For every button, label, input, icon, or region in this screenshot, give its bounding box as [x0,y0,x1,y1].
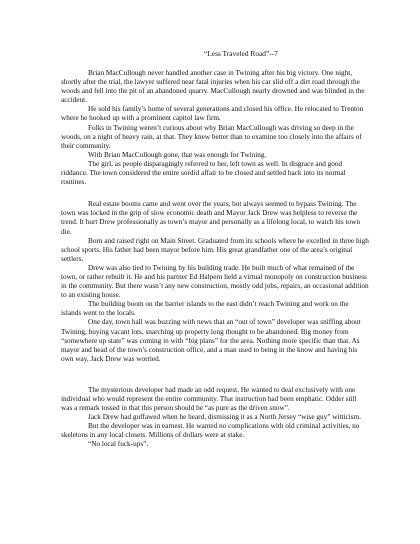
running-header: “Less Traveled Road”--7 [204,49,278,58]
paragraph: He sold his family’s home of several generations and closed his office. He relocated to Trenton where he hooked up with a prominent capitol law firm. [61,105,364,123]
paragraph: Jack Drew had guffawed when he heard, dismissing it as a North Jersey “wise guy” witticism. [88,413,362,422]
paragraph: Brian MacCullough never handled another case in Twining after his big victory. One night, shortly after the trial, the lawyer suffered near fatal injuries when his car slid off a dirt road through the woods and fell into the pit of an abandoned quarry. MacCullough nearly drowned and was blinded in the accident. [61,69,365,105]
paragraph: Real estate booms came and went over the years, but always seemed to bypass Twining. The town was locked in the grip of slow economic death and Mayor Jack Drew was helpless to reverse the trend. It hurt Drew professionally as town’s mayor and personally as a lifelong local, to watch his town die. [61,200,360,236]
paragraph: But the developer was in earnest. He wanted no complications with old criminal activities, no skeletons in any local closets. Millions of dollars were at stake. [61,422,360,440]
paragraph: Born and raised right on Main Street. Graduated from its schools where he excelled in three high school sports. His father had been mayor before him. His great grandfather one of the area’s original settlers. [61,236,369,263]
paragraph: The mysterious developer had made an odd request. He wanted to deal exclusively with one individual who would represent the entire community. That instruction had been emphatic. Odder still was a remark tossed in that this person should be “as pure as the driven snow”. [61,385,357,413]
paragraph: The girl, as people disparagingly referred to her, left town as well. In disgrace and good riddance. The town considered the entire sordid affair to be closed and settled back into its normal routines. [61,159,346,187]
paragraph: “No local fuck-ups”. [88,440,149,449]
body-text [61,69,369,450]
paragraph: The building boom on the barrier islands to the east didn’t reach Twining and work on the islands went to the locals. [61,300,349,318]
paragraph: Drew was also tied to Twining by his building trade. He built much of what remained of the town, or rather rebuilt it. He and his partner Ed Halpern held a virtual monopoly on construction business in the community. But there wasn’t any new construction, mostly odd jobs, repairs, an occasional addition to an existing house. [61,263,369,300]
paragraph: Folks in Twining weren’t curious about why Brian MacCullough was driving so deep in the woods, on a night of heavy rain, at that. They knew better than to examine too closely into the affairs of their community. [61,123,362,150]
paragraph: One day, town hall was buzzing with news that an “out of town” developer was sniffing about Twining, buying vacant lots, snarching up property long thought to be abandoned. Big money from “somewhere up state” was coming in with “big plans” for the area. Nothing more specific than that. As mayor and head of the town’s construction office, and a man used to being in the know and having his own way, Jack Drew was worried. [61,318,361,363]
paragraph: With Brian MacCullough gone, that was enough for Twining. [88,150,267,159]
